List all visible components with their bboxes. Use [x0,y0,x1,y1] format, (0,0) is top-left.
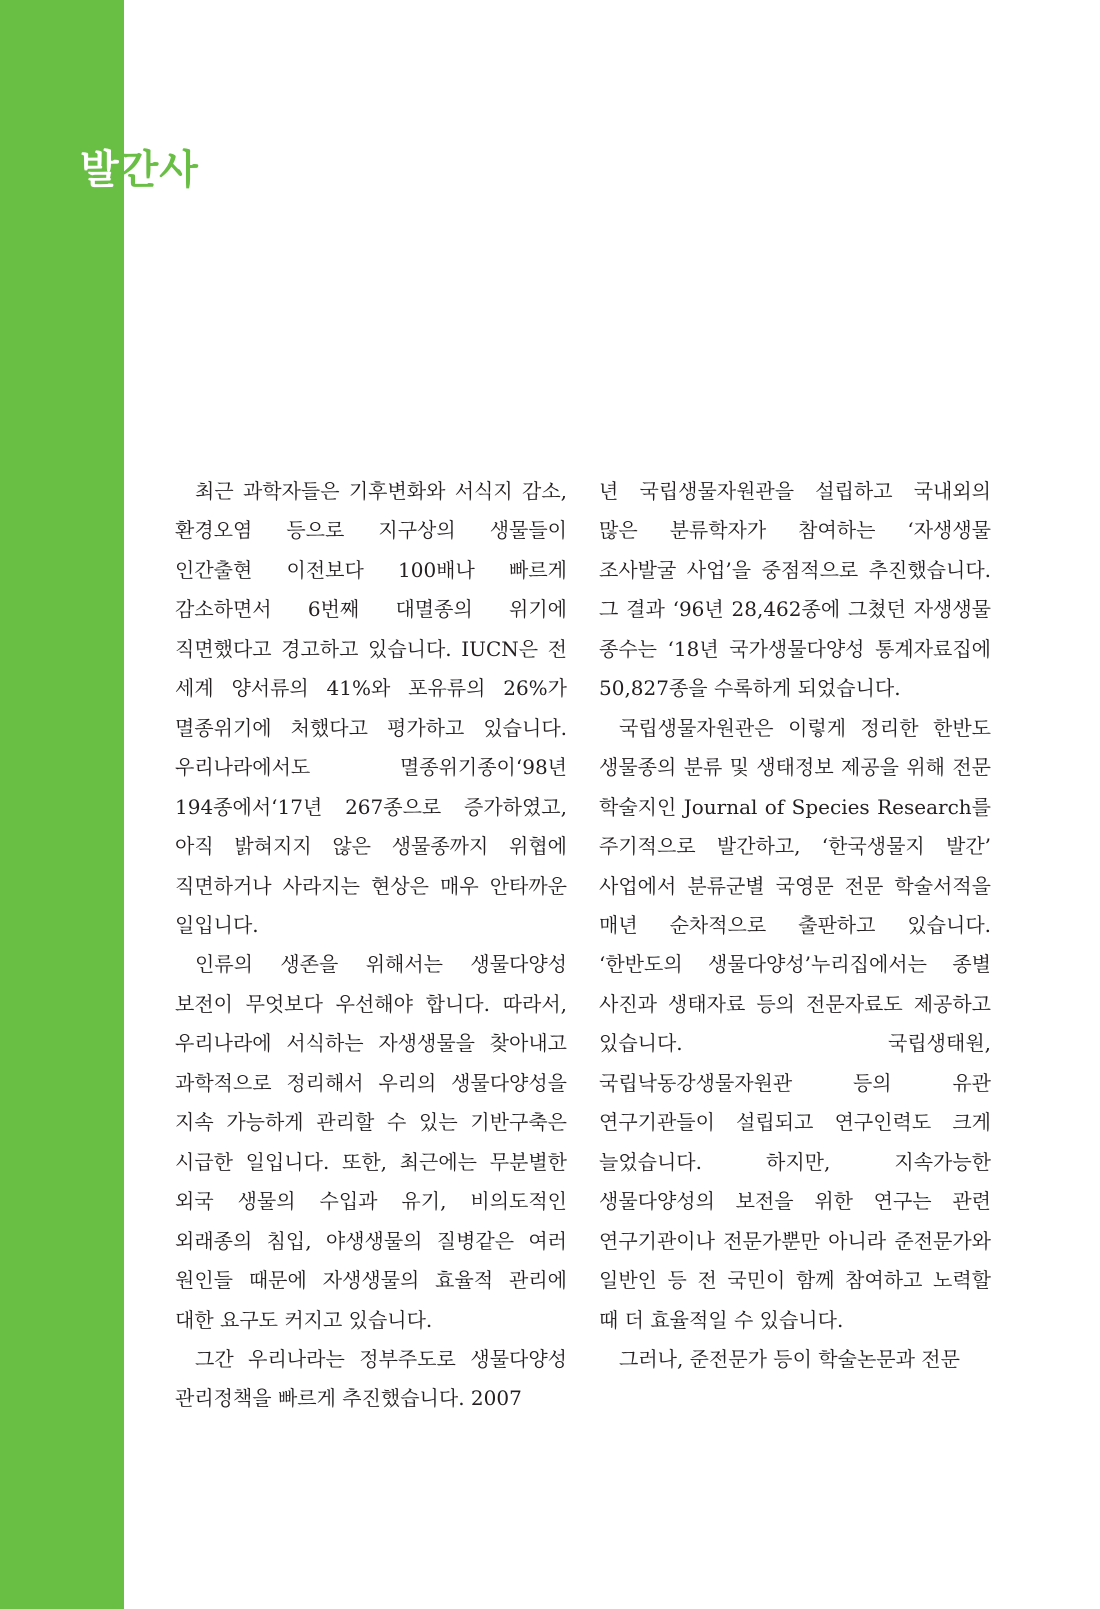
paragraph-government-policy: 그간 우리나라는 정부주도로 생물다양성 관리정책을 빠르게 추진했습니다. 2007 [175,1346,567,1411]
page-title-part-on-bar: 발 [80,147,120,193]
page-title [80,142,199,198]
paragraph-extinction-crisis: 최근 과학자들은 기후변화와 서식지 감소, 환경오염 등으로 지구상의 생물들이 인간출현 이전보다 100배나 빠르게 감소하면서 6번째 대멸종의 위기에 직면했다고 경고하고 있습니다. IUCN은 전 세계 양서류의 41%와 포유류의 26%가 멸종위기에 처했다고 평가하고 있습니다. 우리나라에서도 멸종위기종이‘98년 194종에서‘17년 267종으로 증가하였고, 아직 밝혀지지 않은 생물종까지 위협에 직면하거나 사라지는 현상은 매우 안타까운 일입니다. [175,479,567,937]
paragraph-government-policy-continued: 년 국립생물자원관을 설립하고 국내외의 많은 분류학자가 참여하는 ‘자생생물 조사발굴 사업’을 중점적으로 추진했습니다. 그 결과 ‘96년 28,462종에 그쳤던 자생생물 종수는 ‘18년 국가생물다양성 통계자료집에 50,827종을 수록하게 되었습니다. [599,479,991,701]
paragraph-nibr-publications: 국립생물자원관은 이렇게 정리한 한반도 생물종의 분류 및 생태정보 제공을 위해 전문 학술지인 Journal of Species Research를 주기적으로 발간하고, ‘한국생물지 발간’ 사업에서 분류군별 국영문 전문 학술서적을 매년 순차적으로 출판하고 있습니다. ‘한반도의 생물다양성’누리집에서는 종별 사진과 생태자료 등의 전문자료도 제공하고 있습니다. 국립생태원, 국립낙동강생물자원관 등의 유관 연구기관들이 설립되고 연구인력도 크게 늘었습니다. 하지만, 지속가능한 생물다양성의 보전을 위한 연구는 관련 연구기관이나 전문가뿐만 아니라 준전문가와 일반인 등 전 국민이 함께 참여하고 노력할 때 더 효율적일 수 있습니다. [599,715,991,1332]
body-column-right [599,472,991,1379]
paragraph-however: 그러나, 준전문가 등이 학술논문과 전문 [619,1346,960,1371]
page-title-part-on-page: 간사 [119,147,199,193]
body-column-left [175,472,567,1419]
green-side-bar [0,0,124,1609]
paragraph-biodiversity-conservation: 인류의 생존을 위해서는 생물다양성 보전이 무엇보다 우선해야 합니다. 따라서, 우리나라에 서식하는 자생생물을 찾아내고 과학적으로 정리해서 우리의 생물다양성을 지속 가능하게 관리할 수 있는 기반구축은 시급한 일입니다. 또한, 최근에는 무분별한 외국 생물의 수입과 유기, 비의도적인 외래종의 침입, 야생생물의 질병같은 여러 원인들 때문에 자생생물의 효율적 관리에 대한 요구도 커지고 있습니다. [175,952,567,1332]
